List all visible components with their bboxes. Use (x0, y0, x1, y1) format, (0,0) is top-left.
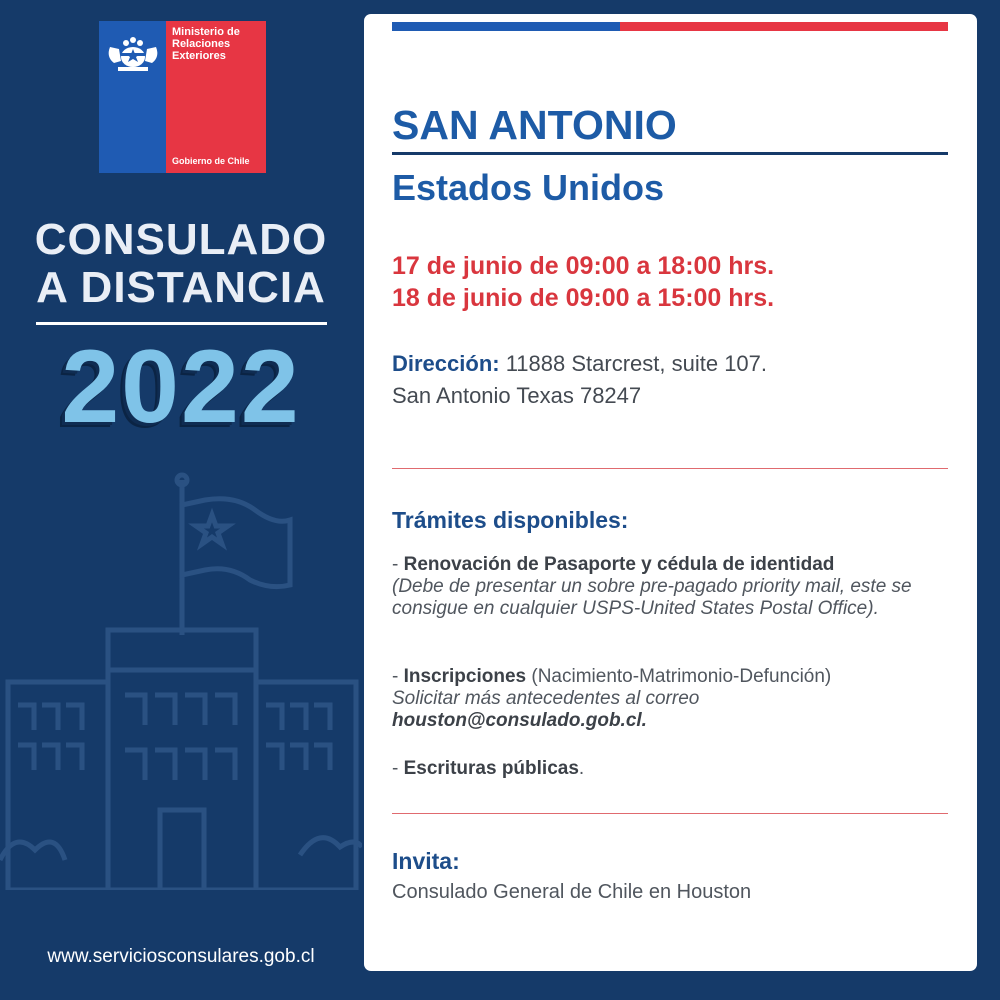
left-panel (0, 0, 362, 1000)
date-line-1: 17 de junio de 09:00 a 18:00 hrs. (392, 252, 775, 280)
chile-coat-of-arms-icon (104, 27, 162, 75)
city-title: SAN ANTONIO (392, 102, 677, 148)
item-note: Solicitar más antecedentes al correo (392, 688, 700, 709)
email-link[interactable]: houston@consulado.gob.cl. (392, 710, 647, 731)
address-label: Dirección: (392, 351, 500, 376)
invita-title: Invita: (392, 848, 460, 874)
address-line-1 (392, 348, 767, 380)
building-illustration (0, 470, 362, 890)
hero-line-2: A DISTANCIA (36, 263, 326, 312)
hero-line-1: CONSULADO (34, 215, 328, 264)
invita-text: Consulado General de Chile en Houston (392, 881, 752, 903)
government-name: Gobierno de Chile (172, 156, 250, 166)
item-prefix: - (392, 666, 404, 687)
ministry-logo (99, 21, 266, 173)
tramites-title: Trámites disponibles: (392, 507, 629, 533)
flag-bar (392, 22, 948, 31)
item-extra: (Nacimiento-Matrimonio-Defunción) (526, 666, 832, 687)
tramite-item (392, 666, 952, 732)
item-note: (Debe de presentar un sobre pre-pagado priority mail, este se consigue en cualquier USPS-United States Postal Office). (392, 576, 912, 619)
logo-blue-block (99, 21, 166, 173)
hero-year: 2022 (61, 329, 301, 445)
info-card (364, 14, 977, 971)
item-prefix: - (392, 554, 404, 575)
item-title: Inscripciones (403, 666, 527, 687)
address-line-2: San Antonio Texas 78247 (392, 383, 642, 408)
date-line-2: 18 de junio de 09:00 a 15:00 hrs. (392, 284, 775, 312)
flag-bar-red (620, 22, 948, 31)
country-title: Estados Unidos (392, 167, 665, 208)
address-block (392, 348, 767, 412)
hero-divider (36, 322, 327, 325)
logo-red-block (166, 21, 266, 173)
item-title: Escrituras públicas (403, 758, 579, 779)
item-title: Renovación de Pasaporte y cédula de identidad (403, 554, 835, 575)
tramite-item (392, 758, 952, 780)
item-suffix: . (578, 758, 585, 779)
city-divider (392, 152, 948, 155)
address-street: 11888 Starcrest, suite 107. (499, 351, 768, 376)
tramite-item (392, 554, 952, 620)
section-divider (392, 813, 948, 814)
ministry-name: Ministerio de Relaciones Exteriores (172, 26, 240, 62)
flag-bar-blue (392, 22, 620, 31)
item-prefix: - (392, 758, 404, 779)
section-divider (392, 468, 948, 469)
website-link[interactable]: www.serviciosconsulares.gob.cl (47, 946, 315, 967)
